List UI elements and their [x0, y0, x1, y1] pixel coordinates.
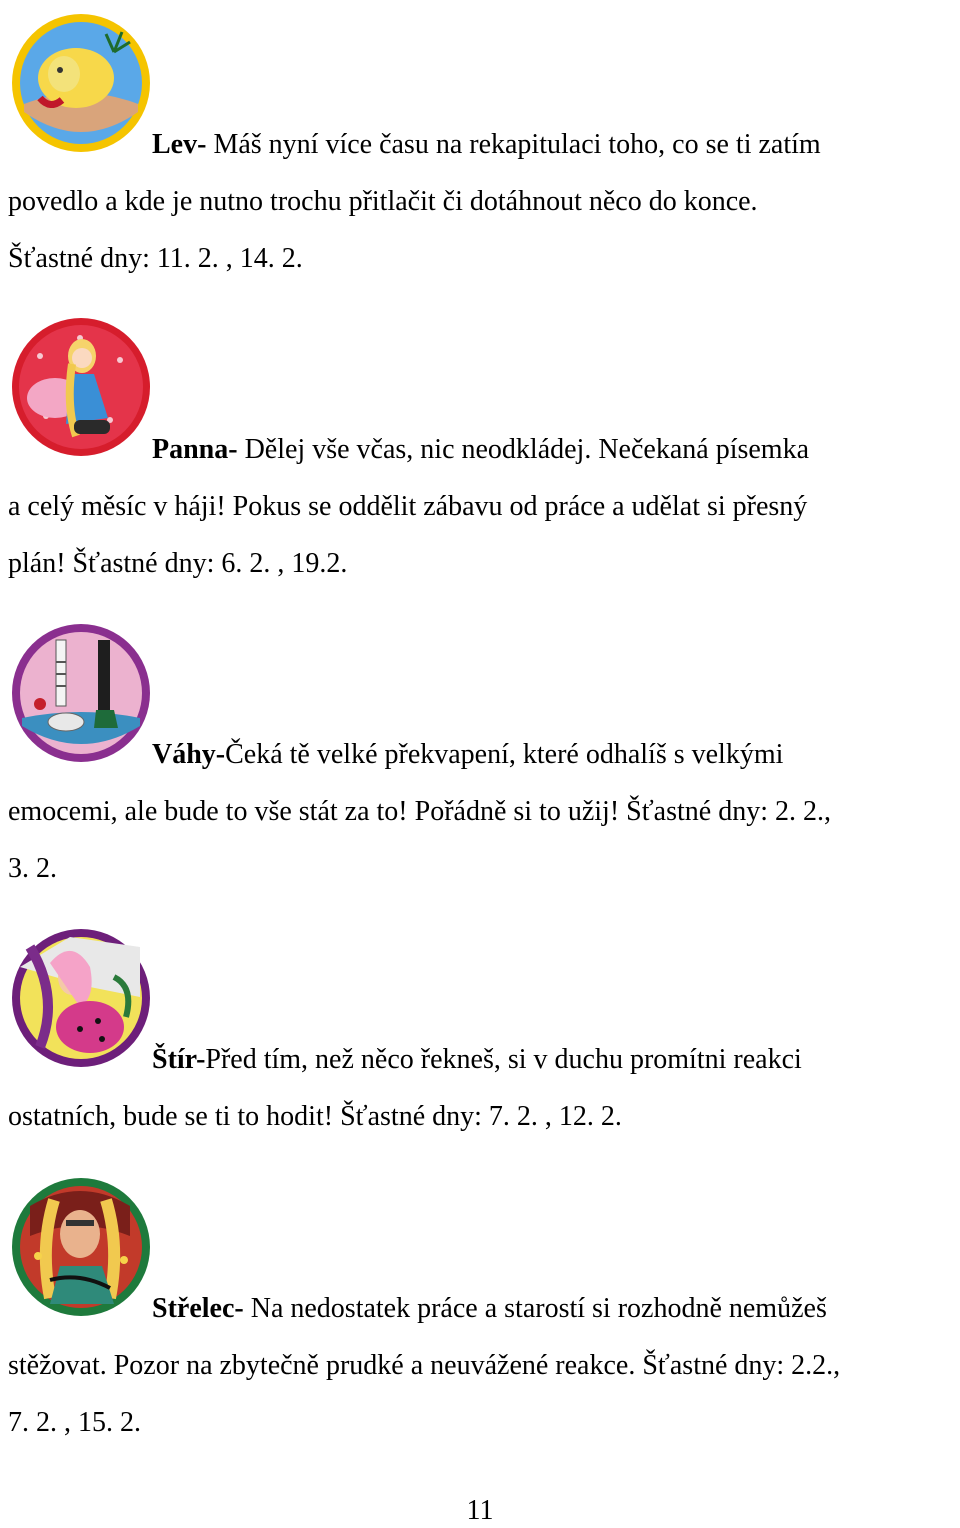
sign-name: Panna- — [152, 434, 238, 465]
entry-lucky-days: 3. 2. — [8, 853, 57, 884]
entry-first-line — [152, 1043, 802, 1077]
entry-line: a celý měsíc v háji! Pokus se oddělit zábavu od práce a udělat si přesný — [8, 491, 808, 522]
entry-text: Máš nyní více času na rekapitulaci toho, co se ti zatím — [206, 129, 821, 160]
virgo-zodiac-icon — [10, 316, 152, 458]
entry-lucky-days: Šťastné dny: 11. 2. , 14. 2. — [8, 243, 303, 274]
entry-line: stěžovat. Pozor na zbytečně prudké a neuvážené reakce. Šťastné dny: 2.2., — [8, 1350, 841, 1381]
page-number: 11 — [466, 1495, 494, 1526]
scorpio-zodiac-icon — [10, 927, 152, 1069]
entry-first-line — [152, 128, 821, 162]
entry-text: Dělej vše včas, nic neodkládej. Nečekaná písemka — [237, 434, 810, 465]
sign-name: Váhy- — [152, 739, 226, 770]
entry-line: emocemi, ale bude to vše stát za to! Pořádně si to užij! Šťastné dny: 2. 2., — [8, 796, 831, 827]
entry-lucky-days: plán! Šťastné dny: 6. 2. , 19.2. — [8, 548, 348, 579]
lion-zodiac-icon — [10, 12, 152, 154]
entry-first-line — [152, 433, 809, 467]
entry-first-line — [152, 1292, 827, 1326]
entry-text: Před tím, než něco řekneš, si v duchu promítni reakci — [205, 1044, 802, 1075]
entry-text: Čeká tě velké překvapení, které odhalíš s velkými — [225, 739, 784, 770]
sign-name: Lev- — [152, 129, 207, 160]
entry-lucky-days: ostatních, bude se ti to hodit! Šťastné dny: 7. 2. , 12. 2. — [8, 1101, 622, 1132]
libra-zodiac-icon — [10, 622, 152, 764]
entry-first-line — [152, 738, 783, 772]
sagittarius-zodiac-icon — [10, 1176, 152, 1318]
entry-lucky-days: 7. 2. , 15. 2. — [8, 1407, 141, 1438]
entry-line: povedlo a kde je nutno trochu přitlačit či dotáhnout něco do konce. — [8, 186, 758, 217]
sign-name: Střelec- — [152, 1293, 244, 1324]
entry-text: Na nedostatek práce a starostí si rozhodně nemůžeš — [243, 1293, 827, 1324]
sign-name: Štír- — [152, 1044, 206, 1075]
